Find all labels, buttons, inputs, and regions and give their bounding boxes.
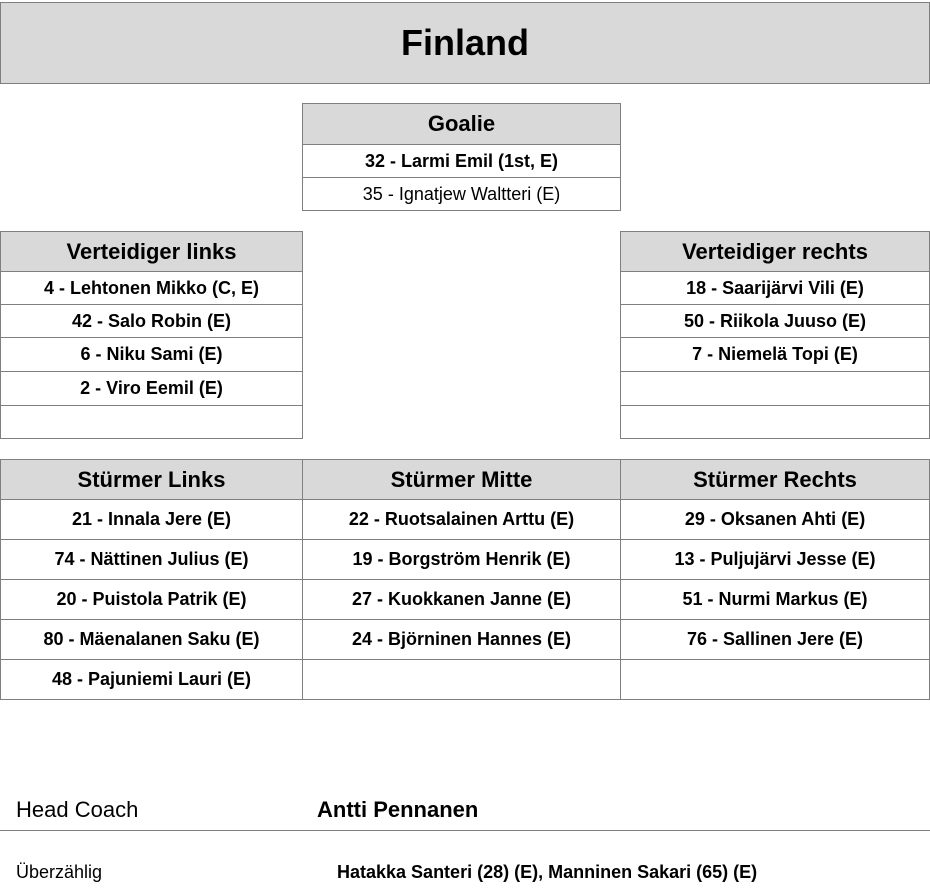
forwards-left-slot: 74 - Nättinen Julius (E) [0, 539, 303, 580]
forwards-left-slot: 80 - Mäenalanen Saku (E) [0, 619, 303, 660]
forwards-right-slot: 29 - Oksanen Ahti (E) [620, 499, 930, 540]
forwards-left-slot: 48 - Pajuniemi Lauri (E) [0, 659, 303, 700]
head-coach-name: Antti Pennanen [317, 797, 479, 822]
forwards-right-slot: 13 - Puljujärvi Jesse (E) [620, 539, 930, 580]
defense-right-header: Verteidiger rechts [620, 231, 930, 272]
scratches-names: Hatakka Santeri (28) (E), Manninen Sakari (65) (E) [337, 862, 758, 882]
forwards-right-slot [620, 659, 930, 700]
defense-right-slot: 50 - Riikola Juuso (E) [620, 304, 930, 338]
defense-left-header: Verteidiger links [0, 231, 303, 272]
forwards-left-header: Stürmer Links [0, 459, 303, 500]
team-title: Finland [0, 2, 930, 84]
defense-left-slot: 4 - Lehtonen Mikko (C, E) [0, 271, 303, 305]
forwards-center-slot: 24 - Björninen Hannes (E) [302, 619, 621, 660]
goalie-slot: 35 - Ignatjew Waltteri (E) [302, 177, 621, 211]
head-coach-label: Head Coach [16, 797, 139, 822]
defense-right-slot: 7 - Niemelä Topi (E) [620, 337, 930, 372]
forwards-center-slot: 22 - Ruotsalainen Arttu (E) [302, 499, 621, 540]
divider [0, 830, 930, 831]
forwards-right-header: Stürmer Rechts [620, 459, 930, 500]
defense-right-slot [620, 405, 930, 439]
defense-left-slot: 42 - Salo Robin (E) [0, 304, 303, 338]
scratches-label: Überzählig [16, 862, 103, 882]
forwards-center-slot: 27 - Kuokkanen Janne (E) [302, 579, 621, 620]
defense-right-slot [620, 371, 930, 406]
forwards-center-header: Stürmer Mitte [302, 459, 621, 500]
forwards-center-slot [302, 659, 621, 700]
defense-left-slot: 2 - Viro Eemil (E) [0, 371, 303, 406]
forwards-right-slot: 51 - Nurmi Markus (E) [620, 579, 930, 620]
defense-left-slot [0, 405, 303, 439]
goalie-slot: 32 - Larmi Emil (1st, E) [302, 144, 621, 178]
forwards-right-slot: 76 - Sallinen Jere (E) [620, 619, 930, 660]
forwards-left-slot: 21 - Innala Jere (E) [0, 499, 303, 540]
forwards-center-slot: 19 - Borgström Henrik (E) [302, 539, 621, 580]
defense-left-slot: 6 - Niku Sami (E) [0, 337, 303, 372]
goalie-header: Goalie [302, 103, 621, 145]
forwards-left-slot: 20 - Puistola Patrik (E) [0, 579, 303, 620]
defense-right-slot: 18 - Saarijärvi Vili (E) [620, 271, 930, 305]
